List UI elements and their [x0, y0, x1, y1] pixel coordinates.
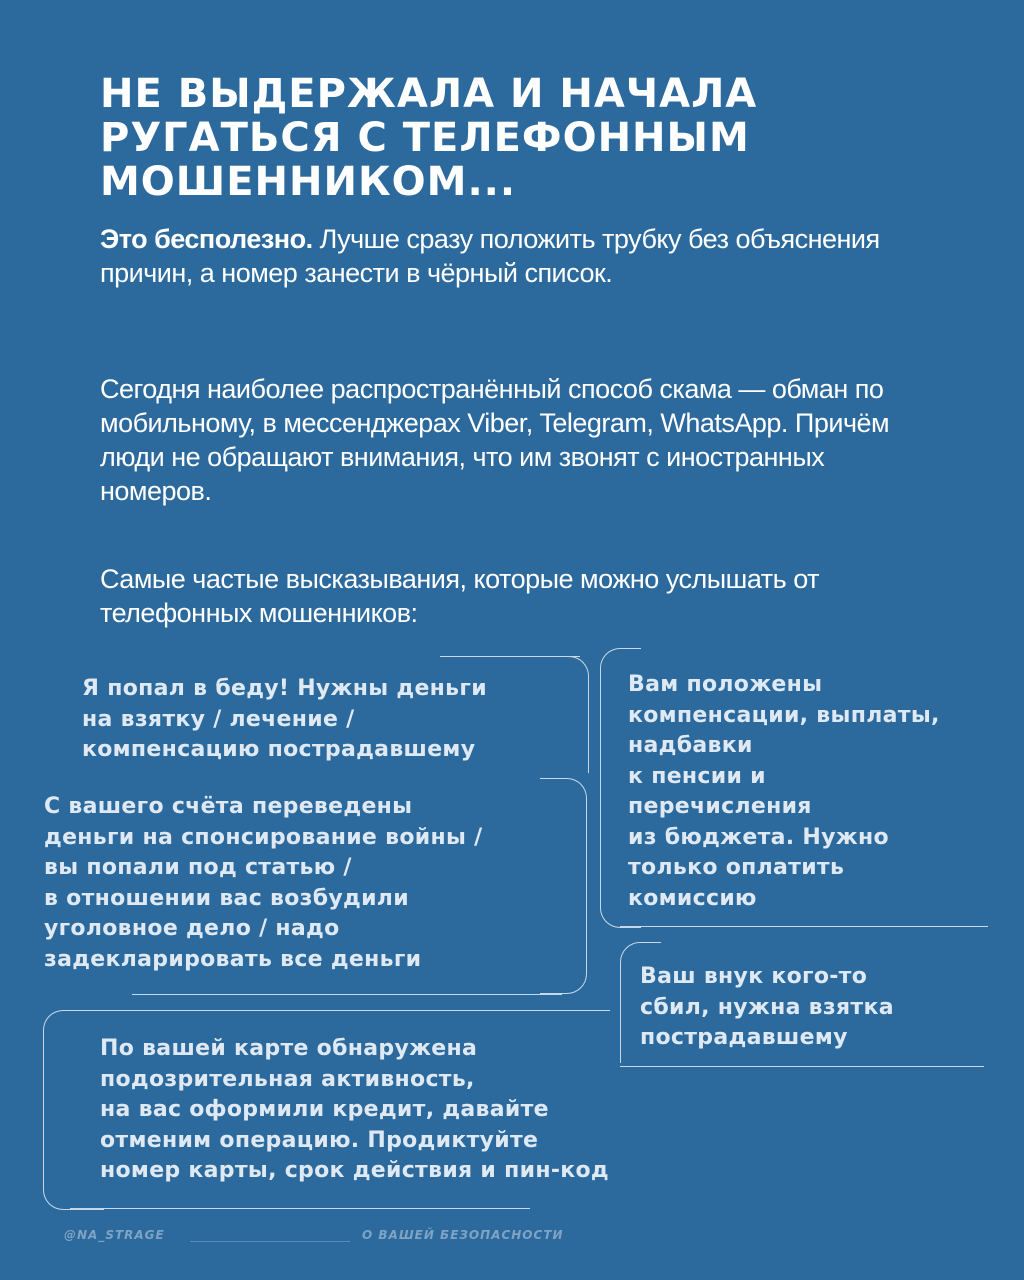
footer-handle: @NA_STRAGE [64, 1228, 165, 1242]
footer-divider [190, 1241, 350, 1242]
bubble-card-top-line [70, 1010, 610, 1011]
page-title: НЕ ВЫДЕРЖАЛА И НАЧАЛА РУГАТЬСЯ С ТЕЛЕФОННЫМ МОШЕННИКОМ... [100, 71, 758, 205]
bubble-card-bottom-line [70, 1208, 530, 1209]
quote-account: С вашего счёта переведены деньги на спонсирование войны / вы попали под статью / в отношении вас возбудили уголовное дело / надо задекларировать все деньги [44, 794, 483, 972]
bubble-payments-bottom-line [620, 926, 988, 927]
quote-payments: Вам положены компенсации, выплаты, надбавки к пенсии и перечисления из бюджета. Нужно только оплатить комиссию [628, 672, 940, 911]
paragraph-common-phrases: Самые частые высказывания, которые можно услышать от телефонных мошенников: [100, 564, 819, 628]
quote-card: По вашей карте обнаружена подозрительная активность, на вас оформили кредит, давайте отменим операцию. Продиктуйте номер карты, срок действия и пин-код [100, 1036, 609, 1183]
quote-grandson: Ваш внук кого-то сбил, нужна взятка пострадавшему [640, 964, 894, 1050]
footer-tagline: О ВАШЕЙ БЕЗОПАСНОСТИ [362, 1228, 564, 1242]
bubble-card-frame [43, 1010, 104, 1210]
quote-trouble: Я попал в беду! Нужны деньги на взятку / лечение / компенсацию пострадавшему [82, 676, 487, 762]
paragraph-scam-methods: Сегодня наиболее распространённый способ скама — обман по мобильному, в мессенджерах Viber, Telegram, WhatsApp. Причём люди не обращают внимания, что им звонят с иностранных номеров. [100, 374, 890, 506]
paragraph-intro-lead: Это бесполезно. [100, 224, 313, 254]
bubble-account-bottom-line [132, 994, 562, 995]
paragraph-intro [100, 222, 940, 290]
paragraph-intro-text: Лучше сразу положить трубку без объяснения причин, а номер занести в чёрный список. [100, 224, 880, 288]
bubble-trouble-top-line [440, 656, 580, 657]
